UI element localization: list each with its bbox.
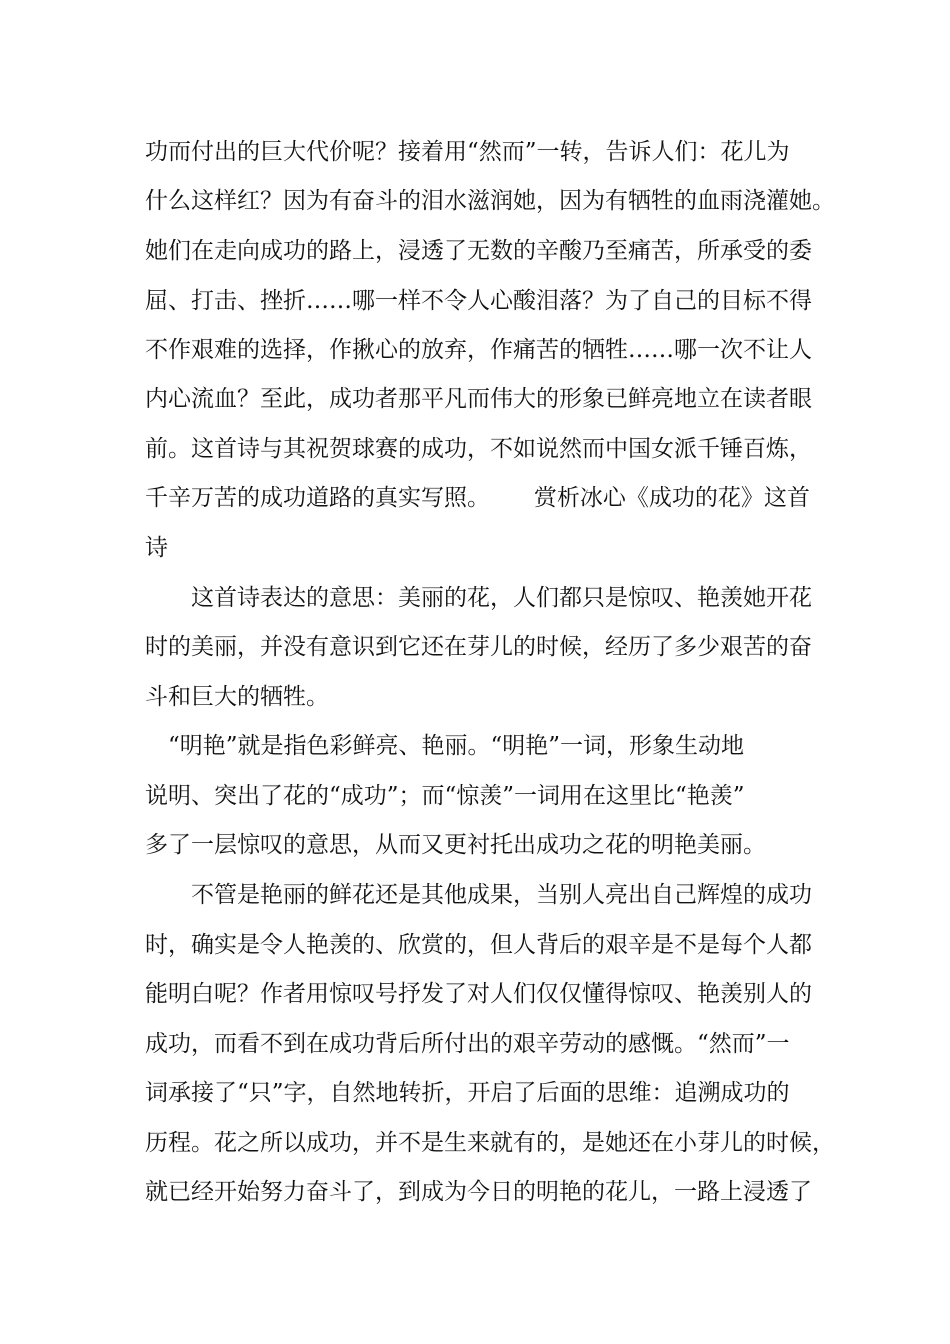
text-line: 就已经开始努力奋斗了，到成为今日的明艳的花儿，一路上浸透了	[145, 1179, 812, 1205]
text-line: 千辛万苦的成功道路的真实写照。 赏析冰心《成功的花》这首	[145, 485, 810, 511]
text-line: 词承接了“只”字，自然地转折，开启了后面的思维：追溯成功的	[145, 1080, 790, 1106]
text-line: 不管是艳丽的鲜花还是其他成果，当别人亮出自己辉煌的成功	[145, 882, 812, 908]
text-line: 成功，而看不到在成功背后所付出的艰辛劳动的感慨。“然而”一	[145, 1031, 790, 1057]
text-line: 这首诗表达的意思：美丽的花，人们都只是惊叹、艳羡她开花	[145, 585, 812, 611]
text-line: 多了一层惊叹的意思，从而又更衬托出成功之花的明艳美丽。	[145, 832, 766, 858]
text-line: 内心流血？至此，成功者那平凡而伟大的形象已鲜亮地立在读者眼	[145, 386, 812, 412]
text-line: 历程。花之所以成功，并不是生来就有的，是她还在小芽儿的时候，	[145, 1130, 835, 1156]
text-line: 斗和巨大的牺牲。	[145, 684, 329, 710]
text-line: 能明白呢？作者用惊叹号抒发了对人们仅仅懂得惊叹、艳羡别人的	[145, 981, 812, 1007]
text-line: 诗	[145, 535, 168, 561]
text-line: 她们在走向成功的路上，浸透了无数的辛酸乃至痛苦，所承受的委	[145, 238, 812, 264]
text-line: 不作艰难的选择，作揪心的放弃，作痛苦的牺牲……哪一次不让人	[145, 337, 812, 363]
text-line: 屈、打击、挫折……哪一样不令人心酸泪落？为了自己的目标不得	[145, 288, 812, 314]
text-line: 前。这首诗与其祝贺球赛的成功，不如说然而中国女派千锤百炼，	[145, 436, 812, 462]
text-line: 说明、突出了花的“成功”；而“惊羡”一词用在这里比“艳羡”	[145, 783, 745, 809]
text-line: 功而付出的巨大代价呢？接着用“然而”一转，告诉人们：花儿为	[145, 139, 790, 165]
text-line: “明艳”就是指色彩鲜亮、艳丽。“明艳”一词，形象生动地	[145, 733, 745, 759]
text-line: 时，确实是令人艳羡的、欣赏的，但人背后的艰辛是不是每个人都	[145, 932, 812, 958]
text-line: 时的美丽，并没有意识到它还在芽儿的时候，经历了多少艰苦的奋	[145, 634, 812, 660]
text-line: 什么这样红？因为有奋斗的泪水滋润她，因为有牺牲的血雨浇灌她。	[145, 188, 835, 214]
